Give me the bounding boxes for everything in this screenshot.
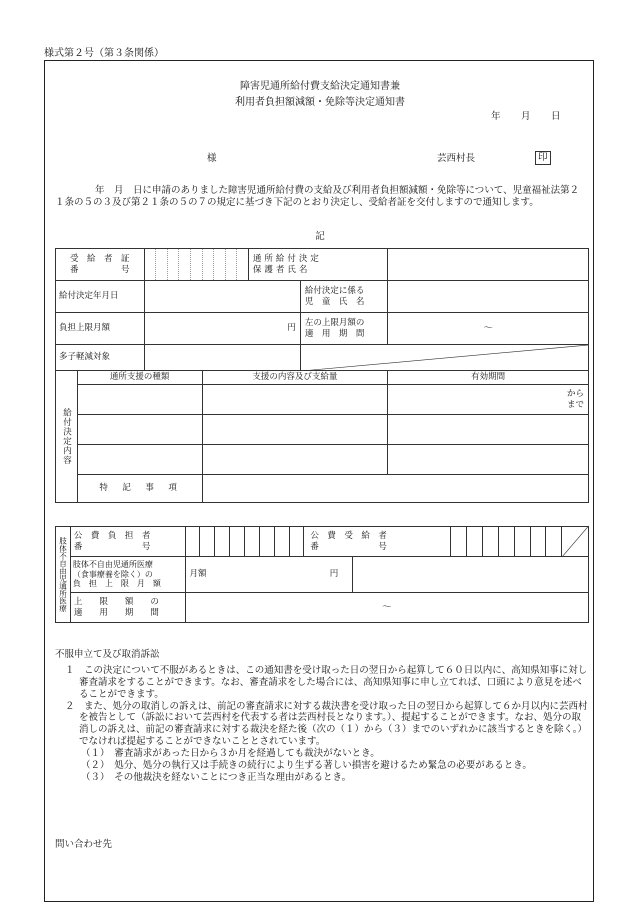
document-frame [44, 60, 594, 902]
row-recipient [56, 249, 589, 281]
period-to: まで [566, 399, 584, 410]
burden-limit-label: 負担上限月額 [56, 313, 145, 345]
date-line: 年 月 日 [491, 111, 561, 122]
content-side-label: 給付決定内容 [56, 371, 78, 503]
notice-body-text: 年 月 日に申請のありました障害児通所給付費の支給及び利用者負担額減額・免除等について、児童福祉法第２１条の５の３及び第２１条の５の７の規定に基づき下記のとおり決定し、受給者証を交付しますので通知します。 [55, 185, 580, 208]
special-notes-label: 特 記 事 項 [77, 475, 202, 503]
issuer-name: 芸西村長 [437, 153, 476, 164]
notes-heading: 不服申立て及び取消訴訟 [55, 649, 160, 660]
medical-limit-label: 肢体不自由児通所医療 （食事療養を除く）の 負 担 上 限 月 額 [70, 557, 185, 593]
multi-child-diagonal [300, 345, 588, 371]
receiver-diagonal [562, 527, 589, 557]
decision-date-label: 給付決定年月日 [56, 281, 145, 313]
row-burden-limit [56, 313, 589, 345]
appeal-notes [55, 649, 589, 784]
title-line-2: 利用者負担額減額・免除等決定通知書 [235, 97, 405, 108]
col-support-type: 通所支援の種類 [77, 371, 202, 385]
medical-monthly-cell [185, 557, 353, 593]
ki-heading: 記 [315, 231, 325, 242]
recipient-number-label: 受 給 者 証 番 号 [56, 249, 145, 281]
monthly-yen: 円 [329, 569, 339, 580]
notes-sub-1: （１） 審査請求があった日から３か月を経過しても裁決がないとき。 [81, 748, 380, 759]
decision-table [55, 248, 589, 503]
seal-mark: 印 [535, 151, 551, 165]
row-medical-limit [56, 557, 589, 593]
medical-period-label: 上 限 額 の 適 用 期 間 [70, 593, 185, 623]
monthly-label: 月額 [189, 569, 207, 580]
multi-child-label: 多子軽減対象 [56, 345, 145, 371]
row-multi-child [56, 345, 589, 371]
notes-sub-2: （２） 処分、処分の執行又は手続きの続行により生ずる著しい損害を避けるため緊急の必要があるとき。 [81, 759, 532, 771]
col-support-content: 支援の内容及び支給量 [202, 371, 388, 385]
child-name-label: 給付決定に係る 児 童 氏 名 [300, 281, 387, 313]
notes-item-2: ２ また、処分の取消しの訴えは、前記の審査請求に対する裁決書を受け取った日の翌日から起算して６か月以内に芸西村を被告として（訴訟において芸西村を代表する者は芸西村長となります。）、提起することができます。なお、処分の取消しの訴えは、前記の審査請求に対する裁決を経た後（次の（１）から（３）までのいずれかに該当するときを除く。）でなければ提起することができないこととされています。 [65, 700, 588, 748]
payer-number-label: 公 費 負 担 者 番 号 [70, 527, 185, 557]
burden-limit-yen: 円 [144, 313, 300, 345]
form-number-label: 様式第２号（第３条関係） [44, 48, 164, 59]
medical-table [55, 526, 589, 623]
row-content-header [56, 371, 589, 385]
col-valid-period: 有効期間 [388, 371, 589, 385]
special-notes-row [56, 475, 589, 503]
receiver-number-label: 公 費 受 給 者 番 号 [304, 527, 451, 557]
notes-item-1: １ この決定について不服があるときは、この通知書を受け取った日の翌日から起算して６０日以内に、高知県知事に対し審査請求をすることができます。なお、審査請求をした場合には、高知県知事に申し立てれば、口頭により意見を述べることができます。 [65, 664, 588, 700]
medical-side-label: 肢体不自由児通所医療 [56, 527, 71, 623]
row-payer [56, 527, 589, 557]
guardian-name-label: 通所給付決定 保護者氏名 [248, 249, 387, 281]
addressee-suffix: 様 [207, 153, 217, 164]
limit-period-tilde: ～ [388, 313, 589, 345]
title-line-1: 障害児通所給付費支給決定通知書兼 [240, 81, 400, 92]
content-row-3 [56, 445, 589, 475]
contact-label: 問い合わせ先 [55, 839, 113, 850]
limit-period-label: 左の上限月額の 適 用 期 間 [300, 313, 387, 345]
medical-period-tilde: ～ [185, 593, 588, 623]
row-decision-date [56, 281, 589, 313]
content-row-1 [56, 385, 589, 415]
notes-sub-3: （３） その他裁決を経ないことにつき正当な理由があるとき。 [81, 771, 352, 783]
content-row-2 [56, 415, 589, 445]
row-medical-period [56, 593, 589, 623]
period-from: から [566, 389, 584, 400]
